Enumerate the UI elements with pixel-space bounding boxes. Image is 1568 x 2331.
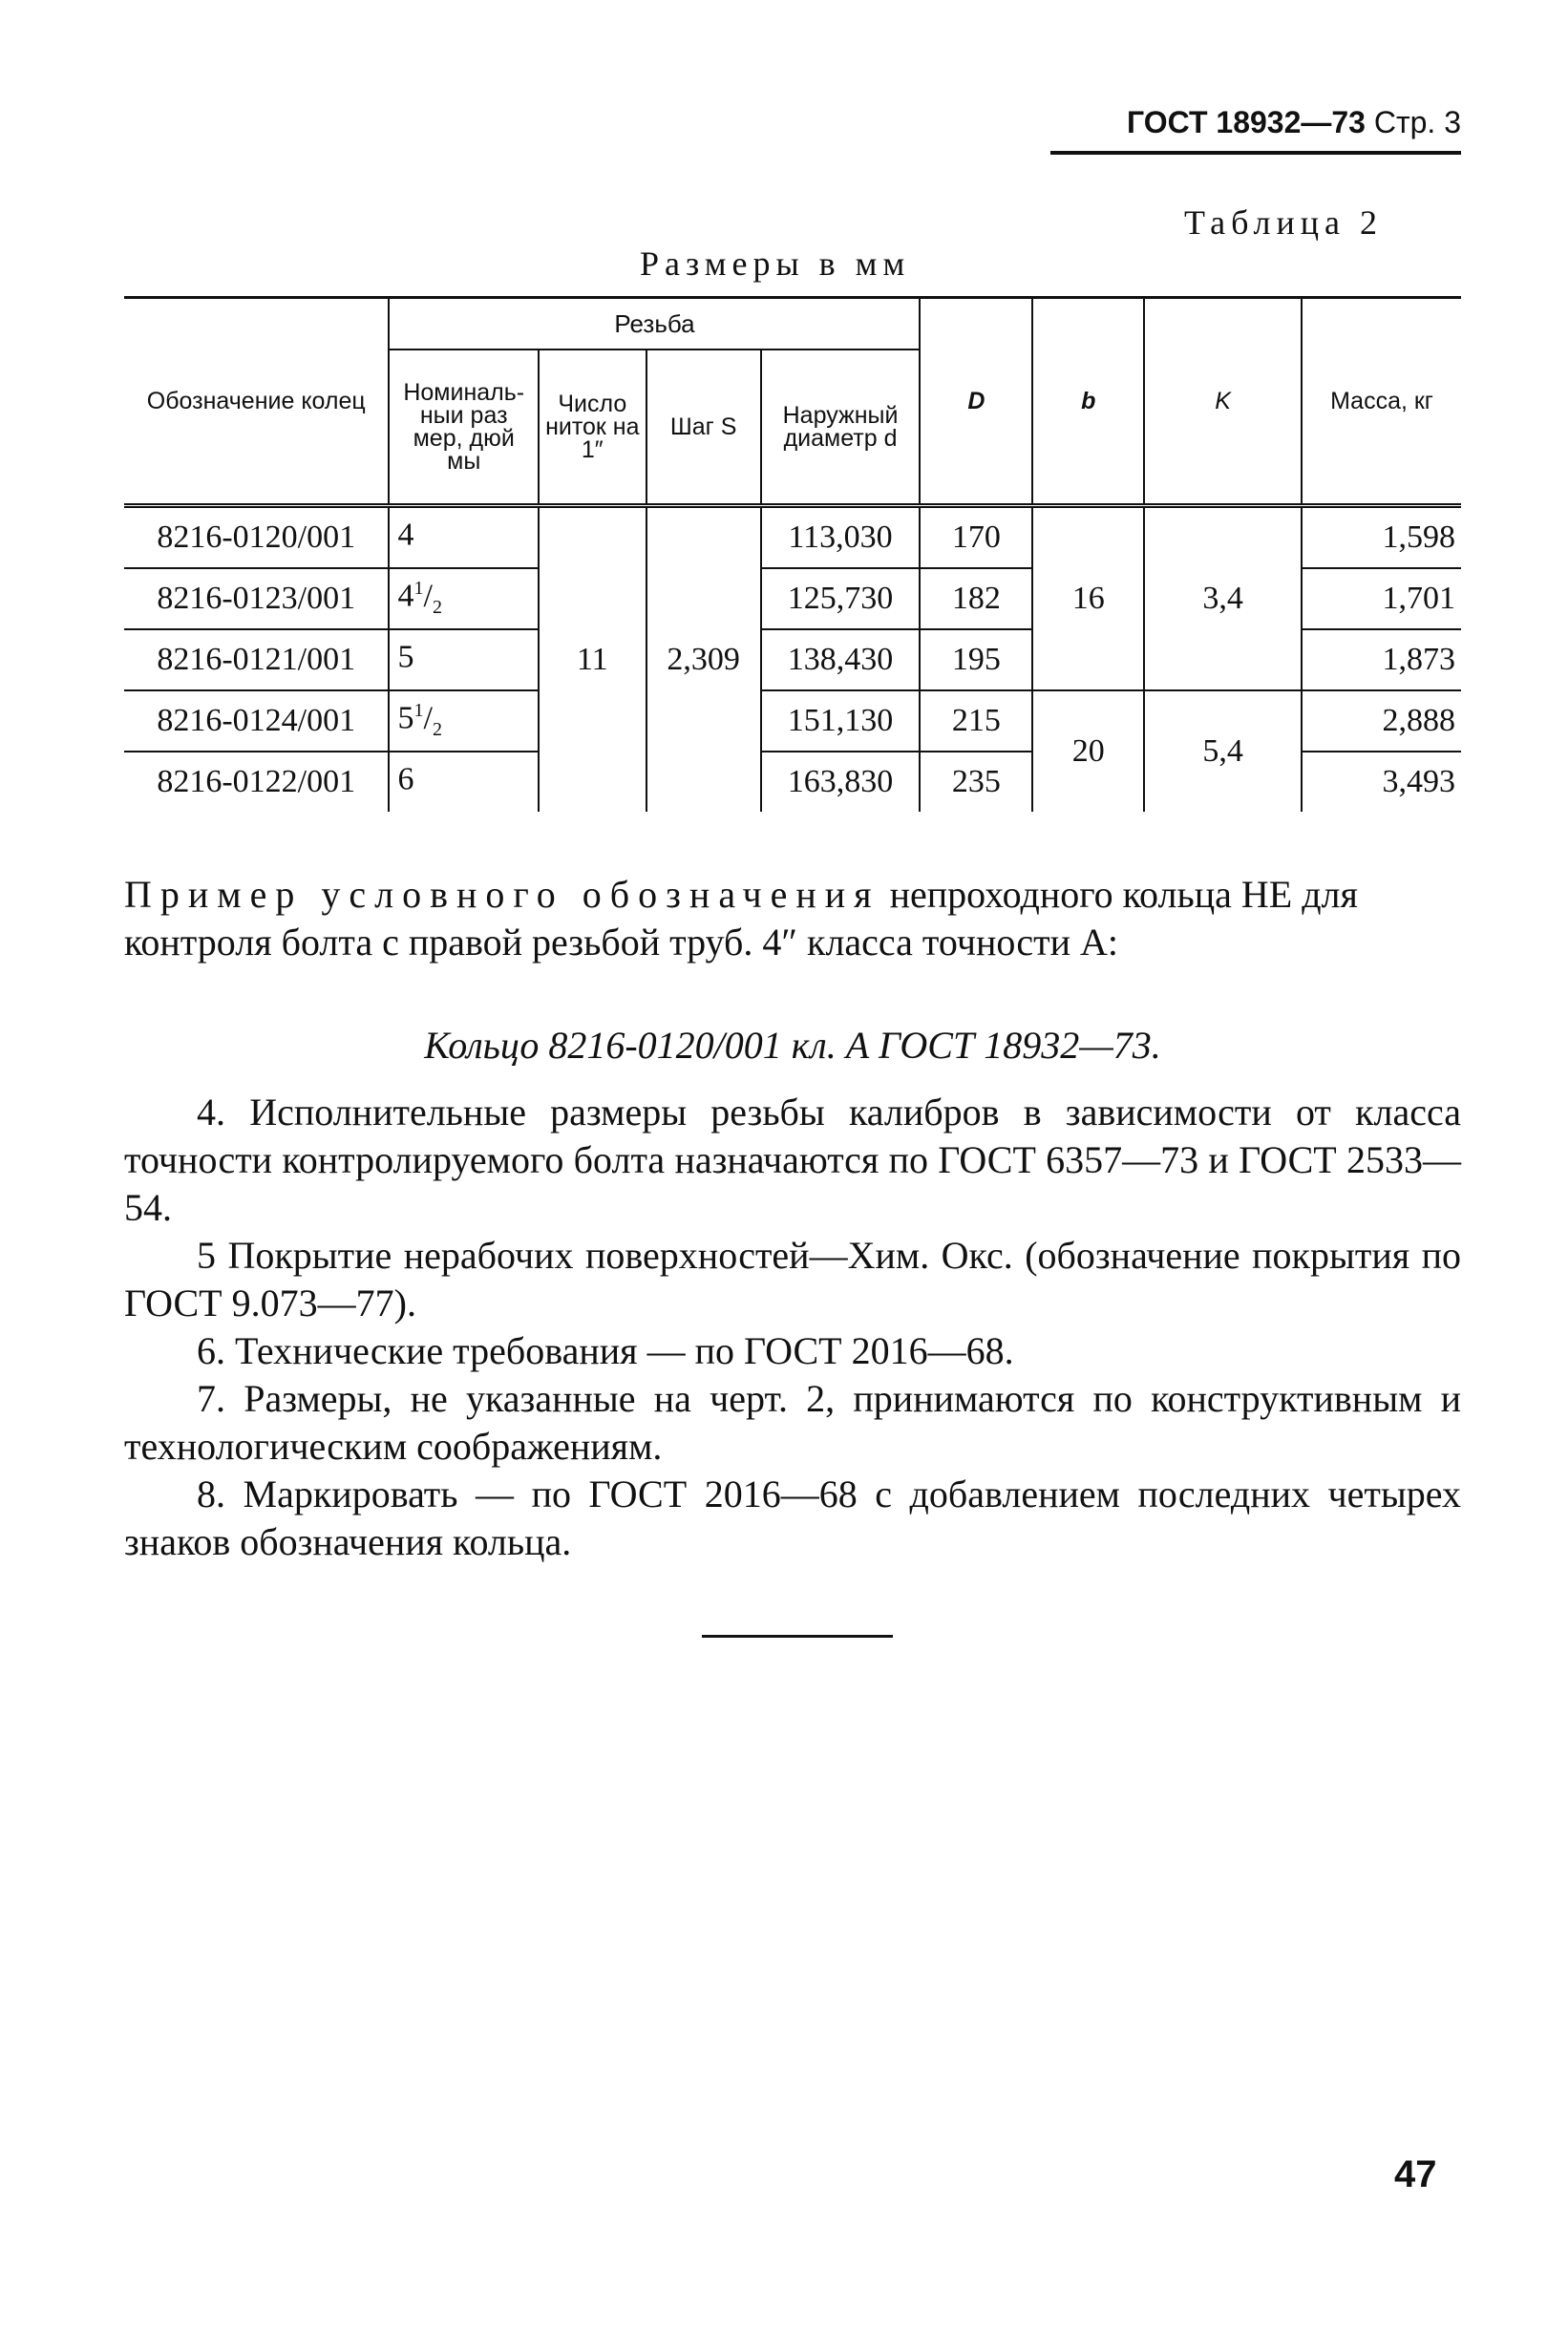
header-threads-per-inch: Число ниток на 1″ [539,350,646,506]
example-designation: Кольцо 8216-0120/001 кл. А ГОСТ 18932—73. [424,1024,1161,1067]
header-b: b [1032,298,1144,506]
header-rule [1050,151,1461,155]
table-units: Размеры в мм [640,244,911,283]
header-mass: Масса, кг [1302,298,1461,506]
cell-designation: 8216-0122/001 [124,752,389,812]
list-item: 6. Технические требования — по ГОСТ 2016—68. [197,1329,1014,1372]
cell-outer-diameter: 113,030 [761,506,921,569]
cell-nominal-size: 5 [389,629,538,690]
requirements-list [124,1089,1461,1566]
header-outer-diameter: Наружный диаметр d [761,350,921,506]
table-row [124,690,1461,752]
cell-mass: 2,888 [1302,690,1461,752]
header-designation: Обозначение колец [124,298,389,506]
page-label: Стр. 3 [1373,105,1461,139]
cell-nominal-size: $4^1/_2$ [389,568,538,629]
running-header [1012,105,1461,140]
list-item: 8. Маркировать — по ГОСТ 2016—68 с добавлением последних четырех знаков обозначения кольца. [124,1473,1461,1563]
header-D: D [920,298,1032,506]
cell-designation: 8216-0120/001 [124,506,389,569]
page-number: 47 [1394,2153,1437,2195]
cell-outer-diameter: 125,730 [761,568,921,629]
cell-pitch: 2,309 [646,506,761,813]
example-paragraph [124,871,1461,966]
cell-D: 215 [920,690,1032,752]
header-pitch: Шаг S [646,350,761,506]
cell-K-group1: 3,4 [1144,506,1302,691]
list-item: 5 Покрытие нерабочих поверхностей—Хим. Окс. (обозначение покрытия по ГОСТ 9.073—77). [124,1234,1461,1324]
example-lead: Пример условного обозначения [124,873,880,916]
header-thread-group: Резьба [389,298,920,350]
list-item: 7. Размеры, не указанные на черт. 2, принимаются по конструктивным и технологическим соображениям. [124,1377,1461,1468]
header-K: K [1144,298,1302,506]
dimensions-table [124,296,1461,812]
cell-mass: 3,493 [1302,752,1461,812]
standard-number: ГОСТ 18932—73 [1127,105,1366,139]
list-item: 4. Исполнительные размеры резьбы калибров в зависимости от класса точности контролируемого болта назначаются по ГОСТ 6357—73 и ГОСТ 2533—54. [124,1091,1461,1229]
cell-threads-per-inch: 11 [539,506,646,813]
example-text: непроходного кольца НЕ для контроля болта с правой резьбой труб. 4″ класса точности А: [124,873,1358,964]
cell-b-group1: 16 [1032,506,1144,691]
table-caption: Таблица 2 [1184,203,1383,242]
cell-outer-diameter: 163,830 [761,752,921,812]
cell-designation: 8216-0123/001 [124,568,389,629]
cell-D: 235 [920,752,1032,812]
cell-b-group2: 20 [1032,690,1144,812]
cell-nominal-size: 6 [389,752,538,812]
cell-outer-diameter: 138,430 [761,629,921,690]
cell-nominal-size: 4 [389,506,538,569]
end-rule [702,1635,893,1638]
cell-mass: 1,701 [1302,568,1461,629]
cell-mass: 1,598 [1302,506,1461,569]
cell-mass: 1,873 [1302,629,1461,690]
cell-outer-diameter: 151,130 [761,690,921,752]
cell-K-group2: 5,4 [1144,690,1302,812]
header-nominal-size: Номиналь- ныи раз мер, дюй мы [389,350,538,506]
cell-D: 170 [920,506,1032,569]
cell-nominal-size: $5^1/_2$ [389,690,538,752]
table-row [124,506,1461,569]
cell-D: 195 [920,629,1032,690]
cell-designation: 8216-0124/001 [124,690,389,752]
cell-D: 182 [920,568,1032,629]
cell-designation: 8216-0121/001 [124,629,389,690]
